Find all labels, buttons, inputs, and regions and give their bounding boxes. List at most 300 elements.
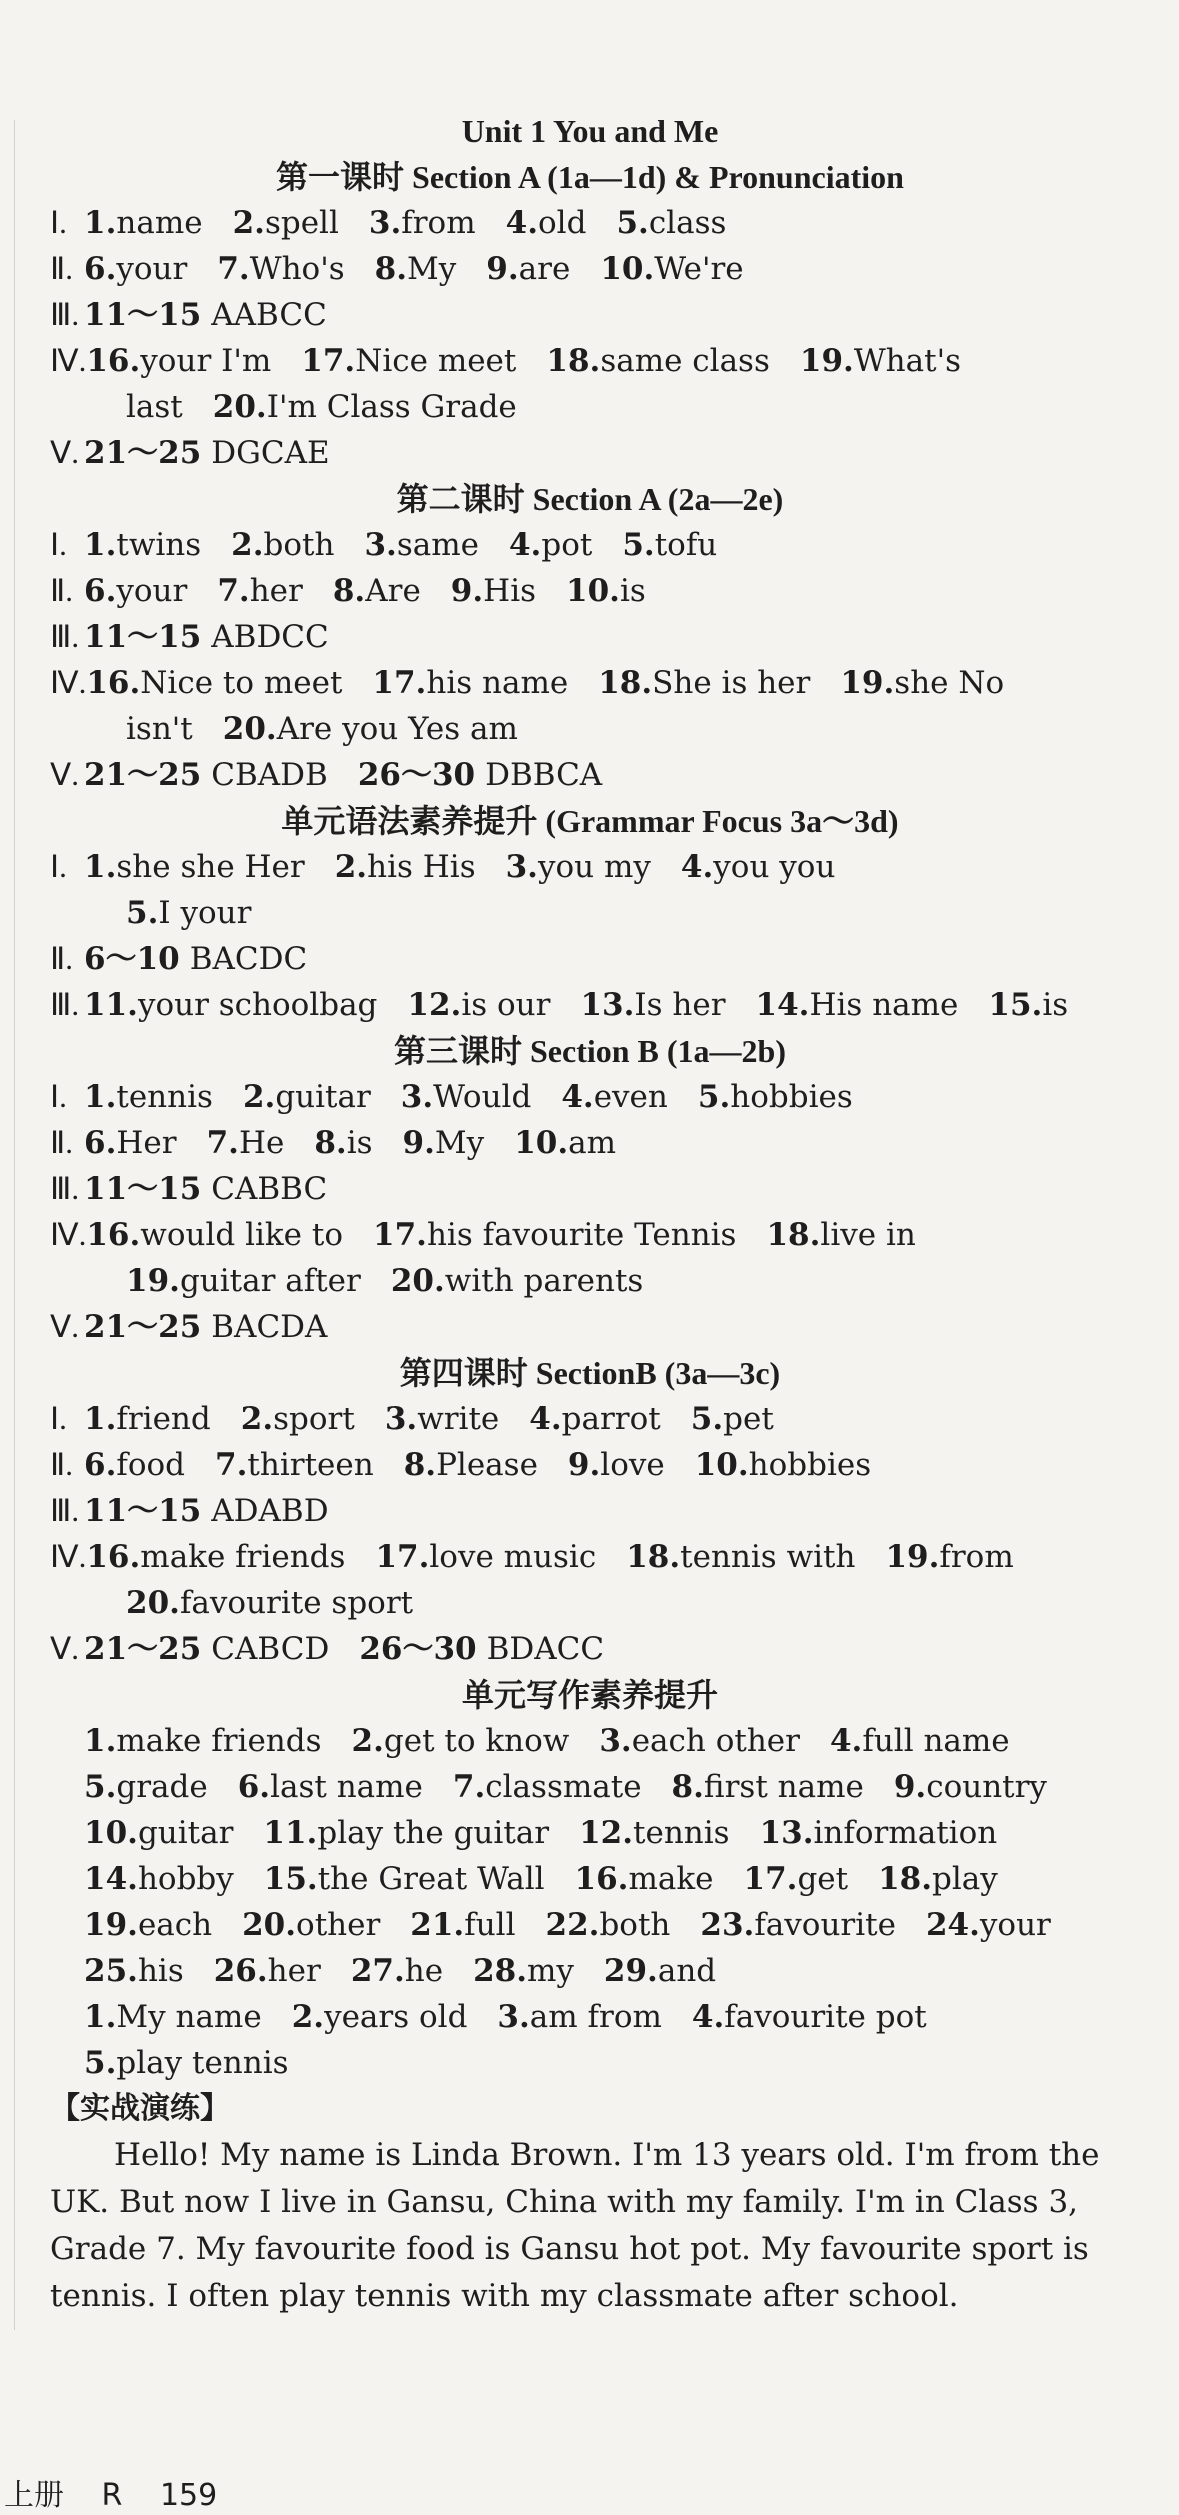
item-number: 16. [86,665,141,701]
item-number: 17. [372,665,427,701]
item-number: 17. [743,1861,798,1897]
item-number: 6～10 [84,941,180,977]
answer-text: favourite [754,1907,896,1943]
answer-text: Nice to meet [140,665,343,701]
item-number: 26. [213,1953,268,1989]
answer-line [50,1258,1130,1304]
item-number: 9. [402,1125,435,1161]
answer-line [50,1488,1130,1534]
item-number: 16. [574,1861,629,1897]
answer-text: isn't [126,711,193,747]
answer-line [50,1718,1130,1764]
item-number: 27. [350,1953,405,1989]
item-number: 22. [545,1907,600,1943]
item-number: 20. [242,1907,297,1943]
item-number: 1. [84,205,117,241]
answer-text: from [939,1539,1014,1575]
grammar-answers [50,844,1130,1028]
answer-text: BDACC [486,1631,605,1667]
answer-line [50,1856,1130,1902]
answer-line [50,430,1130,476]
item-number: 20. [126,1585,180,1621]
item-number: 26～30 [357,757,476,793]
answer-text: with parents [444,1263,644,1299]
item-number: 26～30 [359,1631,477,1667]
answer-text: His [483,573,537,609]
answer-text: guitar [137,1815,234,1851]
item-number: 13. [580,987,635,1023]
item-number: 6. [84,1125,117,1161]
answer-text: classmate [485,1769,642,1805]
lesson3-answers [50,1074,1130,1350]
item-number: 1. [84,527,117,563]
answer-text: My [434,1125,485,1161]
item-number: 2. [231,527,264,563]
item-number: 13. [759,1815,814,1851]
item-number: 28. [473,1953,527,1989]
answer-text: CABCD [211,1631,330,1667]
item-number: 6. [237,1769,271,1805]
answer-line [50,1442,1130,1488]
item-number: 24. [925,1907,980,1943]
item-number: 21～25 [84,435,202,471]
answer-text: He [238,1125,285,1161]
answer-text: BACDA [211,1309,328,1345]
answer-text: play [932,1861,998,1897]
answer-text: your [116,573,188,609]
answer-text: Are [365,573,421,609]
item-number: 4. [829,1723,863,1759]
answer-text: she No [894,665,1005,701]
answer-text: hobby [137,1861,234,1897]
answer-text: he [404,1953,444,1989]
answer-text: tennis [633,1815,730,1851]
answer-text: parrot [561,1401,661,1437]
item-number: 29. [603,1953,658,1989]
item-number: 16. [86,343,141,379]
answer-text: tennis with [680,1539,856,1575]
item-number: 7. [217,251,250,287]
item-number: 2. [240,1401,274,1437]
answer-text: play tennis [116,2045,289,2081]
item-number: 4. [505,205,538,241]
item-number: 1. [84,1079,117,1115]
answer-text: guitar after [179,1263,361,1299]
item-number: 14. [755,987,810,1023]
answer-text: favourite pot [724,1999,927,2035]
answer-line [50,522,1130,568]
item-number: 6. [84,251,117,287]
answer-text: my [527,1953,574,1989]
answer-text: spell [264,205,339,241]
answer-text: AABCC [211,297,327,333]
item-number: 21. [410,1907,465,1943]
answer-text: play the guitar [317,1815,550,1851]
item-number: 17. [373,1217,427,1253]
answer-text: full name [862,1723,1010,1759]
answer-text: food [116,1447,186,1483]
item-number: 4. [508,527,542,563]
answer-text: is [1042,987,1069,1023]
answer-text: your schoolbag [137,987,378,1023]
item-number: 10. [600,251,655,287]
item-number: 14. [84,1861,138,1897]
lesson3-heading: 第三课时 Section B (1a—2b) [393,1033,786,1069]
item-number: 17. [375,1539,430,1575]
item-number: 4. [529,1401,562,1437]
answer-line [50,338,1130,384]
item-number: 2. [242,1079,276,1115]
item-number: 16. [86,1539,141,1575]
item-number: 4. [561,1079,594,1115]
section-numeral: Ⅰ. [50,849,67,884]
answer-text: What's [853,343,962,379]
answer-text: each other [631,1723,800,1759]
item-number: 2. [334,849,368,885]
answer-text: make friends [116,1723,322,1759]
answer-line [50,1764,1130,1810]
answer-line [50,1580,1130,1626]
item-number: 5. [616,205,649,241]
answer-text: guitar [275,1079,371,1115]
section-numeral: Ⅲ. [50,297,80,332]
item-number: 19. [840,665,895,701]
item-number: 5. [622,527,655,563]
answer-text: both [263,527,335,563]
answer-text: his name [426,665,569,701]
unit-title: Unit 1 You and Me [461,113,719,149]
answer-text: Would [433,1079,532,1115]
footer-page-number: 159 [159,2478,218,2513]
answer-text: get [797,1861,849,1897]
answer-text: her [267,1953,321,1989]
answer-text: Are you Yes am [276,711,518,747]
answer-line [50,706,1130,752]
answer-text: I your [158,895,252,931]
item-number: 12. [579,1815,634,1851]
answer-key-page [50,108,1130,2320]
answer-text: last name [270,1769,423,1805]
item-number: 7. [215,1447,248,1483]
page-footer [4,2470,245,2514]
section-numeral: Ⅳ. [50,1217,87,1252]
section-numeral: Ⅲ. [50,1171,80,1206]
item-number: 20. [390,1263,445,1299]
answer-text: make friends [140,1539,346,1575]
item-number: 1. [84,1723,117,1759]
answer-line [50,1166,1130,1212]
answer-text: would like to [140,1217,344,1253]
item-number: 6. [84,573,117,609]
answer-text: make [628,1861,714,1897]
item-number: 8. [374,251,408,287]
answer-text: We're [654,251,744,287]
answer-line [50,1994,1130,2040]
footer-edition: R [101,2478,123,2513]
item-number: 7. [206,1125,239,1161]
item-number: 15. [263,1861,318,1897]
answer-text: CABBC [211,1171,328,1207]
practice-label: 【实战演练】 [50,2091,230,2126]
answer-text: years old [324,1999,468,2035]
answer-text: same [396,527,479,563]
item-number: 1. [84,849,117,885]
section-numeral: Ⅰ. [50,1401,67,1436]
answer-text: her [249,573,303,609]
answer-text: write [417,1401,500,1437]
answer-text: old [538,205,587,241]
answer-text: DBBCA [485,757,603,793]
answer-text: Her [116,1125,177,1161]
lesson4-answers [50,1396,1130,1672]
section-numeral: Ⅳ. [50,665,87,700]
item-number: 4. [680,849,714,885]
answer-line [50,1948,1130,1994]
answer-text: from [401,205,476,241]
section-numeral: Ⅱ. [50,941,74,976]
answer-text: BACDC [189,941,308,977]
answer-text: country [926,1769,1047,1805]
answer-text: his His [367,849,476,885]
answer-line [50,1534,1130,1580]
answer-text: DGCAE [211,435,330,471]
answer-text: thirteen [247,1447,374,1483]
answer-text: and [657,1953,717,1989]
footer-volume: 上册 [4,2478,64,2513]
item-number: 5. [84,2045,117,2081]
answer-text: My name [116,1999,262,2035]
item-number: 11～15 [84,619,202,655]
answer-text: his [137,1953,184,1989]
sample-essay: Hello! My name is Linda Brown. I'm 13 years old. I'm from the UK. But now I live in Gansu, China with my family. I'm in Class 3, Grade 7. My favourite food is Gansu hot pot. My favourite sport is tennis. I often play tennis with my classmate after school. [50,2137,1100,2314]
item-number: 2. [232,205,265,241]
section-numeral: Ⅲ. [50,1493,80,1528]
section-numeral: Ⅴ. [50,1309,79,1344]
item-number: 7. [217,573,250,609]
answer-text: name [116,205,203,241]
item-number: 9. [893,1769,927,1805]
answer-line [50,614,1130,660]
answer-text: your [116,251,188,287]
answer-line [50,200,1130,246]
answer-text: Nice meet [355,343,517,379]
answer-text: tofu [654,527,718,563]
section-numeral: Ⅰ. [50,205,67,240]
grammar-heading: 单元语法素养提升 (Grammar Focus 3a～3d) [281,803,899,839]
answer-text: each [137,1907,213,1943]
item-number: 5. [126,895,159,931]
section-numeral: Ⅰ. [50,1079,67,1114]
item-number: 20. [222,711,277,747]
item-number: 2. [351,1723,384,1759]
margin-rule [14,120,15,2330]
section-numeral: Ⅴ. [50,435,79,470]
section-numeral: Ⅱ. [50,1125,74,1160]
answer-line [50,1626,1130,1672]
item-number: 19. [84,1907,138,1943]
item-number: 11～15 [84,1171,202,1207]
item-number: 7. [452,1769,486,1805]
item-number: 4. [691,1999,725,2035]
answer-text: ABDCC [211,619,329,655]
item-number: 2. [291,1999,325,2035]
item-number: 5. [690,1401,724,1437]
item-number: 10. [566,573,620,609]
item-number: 11～15 [84,1493,202,1529]
section-numeral: Ⅱ. [50,1447,74,1482]
item-number: 21～25 [84,757,202,793]
answer-text: other [296,1907,381,1943]
item-number: 19. [799,343,854,379]
answer-text: first name [703,1769,864,1805]
item-number: 8. [403,1447,437,1483]
answer-text: pot [541,527,593,563]
section-numeral: Ⅲ. [50,619,80,654]
answer-line [50,660,1130,706]
item-number: 8. [314,1125,347,1161]
answer-line [50,246,1130,292]
item-number: 11. [84,987,138,1023]
answer-text: get to know [383,1723,570,1759]
item-number: 5. [697,1079,731,1115]
answer-text: same class [600,343,770,379]
item-number: 20. [212,389,267,425]
lesson2-heading: 第二课时 Section A (2a—2e) [396,481,784,517]
item-number: 8. [332,573,366,609]
lesson2-answers [50,522,1130,798]
answer-line [50,982,1130,1028]
item-number: 3. [400,1079,434,1115]
answer-text: His name [809,987,959,1023]
answer-text: you my [537,849,651,885]
answer-text: Please [436,1447,538,1483]
answer-text: is [346,1125,373,1161]
answer-line [50,1074,1130,1120]
answer-text: I'm Class Grade [266,389,517,425]
item-number: 21～25 [84,1309,202,1345]
answer-text: tennis [116,1079,213,1115]
section-numeral: Ⅳ. [50,1539,87,1574]
answer-line [50,1902,1130,1948]
lesson4-heading: 第四课时 SectionB (3a—3c) [399,1355,781,1391]
item-number: 18. [598,665,653,701]
item-number: 3. [505,849,538,885]
answer-text: love [600,1447,665,1483]
answer-text: last [126,389,183,425]
answer-text: love music [429,1539,597,1575]
item-number: 18. [766,1217,821,1253]
item-number: 11. [263,1815,318,1851]
item-number: 3. [599,1723,632,1759]
answer-text: hobbies [748,1447,872,1483]
answer-text: class [648,205,727,241]
item-number: 1. [84,1999,117,2035]
answer-line [50,844,1130,890]
answer-line [50,1212,1130,1258]
item-number: 19. [885,1539,940,1575]
answer-text: ADABD [211,1493,329,1529]
answer-text: is [619,573,646,609]
answer-line [50,568,1130,614]
item-number: 15. [988,987,1043,1023]
section-numeral: Ⅰ. [50,527,67,562]
answer-text: grade [116,1769,208,1805]
answer-text: am [568,1125,617,1161]
lesson1-heading: 第一课时 Section A (1a—1d) & Pronunciation [276,159,904,195]
item-number: 10. [694,1447,749,1483]
item-number: 17. [301,343,356,379]
answer-line [50,1810,1130,1856]
section-numeral: Ⅴ. [50,1631,79,1666]
item-number: 9. [567,1447,601,1483]
answer-text: the Great Wall [317,1861,545,1897]
answer-text: sport [273,1401,355,1437]
item-number: 9. [450,573,484,609]
answer-text: your I'm [140,343,272,379]
answer-text: am from [529,1999,662,2035]
item-number: 3. [368,205,402,241]
answer-text: live in [820,1217,916,1253]
answer-text: even [593,1079,668,1115]
answer-text: friend [116,1401,211,1437]
answer-text: your [979,1907,1051,1943]
answer-line [50,2040,1130,2086]
item-number: 18. [546,343,601,379]
item-number: 3. [364,527,397,563]
item-number: 1. [84,1401,117,1437]
answer-line [50,1304,1130,1350]
item-number: 25. [84,1953,138,1989]
section-numeral: Ⅲ. [50,987,80,1022]
item-number: 6. [84,1447,117,1483]
answer-text: is our [461,987,551,1023]
answer-text: information [813,1815,998,1851]
answer-line [50,752,1130,798]
section-numeral: Ⅴ. [50,757,79,792]
item-number: 16. [86,1217,141,1253]
answer-line [50,890,1130,936]
answer-text: Is her [634,987,726,1023]
answer-text: twins [116,527,202,563]
item-number: 9. [486,251,519,287]
answer-text: Who's [249,251,345,287]
item-number: 3. [497,1999,530,2035]
answer-text: you you [713,849,836,885]
answer-line [50,936,1130,982]
section-numeral: Ⅳ. [50,343,87,378]
answer-text: She is her [652,665,811,701]
answer-line [50,1396,1130,1442]
answer-text: both [599,1907,671,1943]
item-number: 8. [671,1769,704,1805]
section-numeral: Ⅱ. [50,251,74,286]
item-number: 5. [84,1769,117,1805]
writing-answers [50,1718,1130,2086]
answer-text: favourite sport [179,1585,414,1621]
section-numeral: Ⅱ. [50,573,74,608]
item-number: 19. [126,1263,180,1299]
item-number: 21～25 [84,1631,202,1667]
item-number: 10. [84,1815,138,1851]
item-number: 23. [700,1907,755,1943]
answer-text: pet [723,1401,774,1437]
item-number: 12. [407,987,462,1023]
answer-text: My [407,251,457,287]
item-number: 10. [514,1125,569,1161]
writing-heading: 单元写作素养提升 [461,1677,718,1713]
answer-line [50,292,1130,338]
answer-text: full [464,1907,516,1943]
